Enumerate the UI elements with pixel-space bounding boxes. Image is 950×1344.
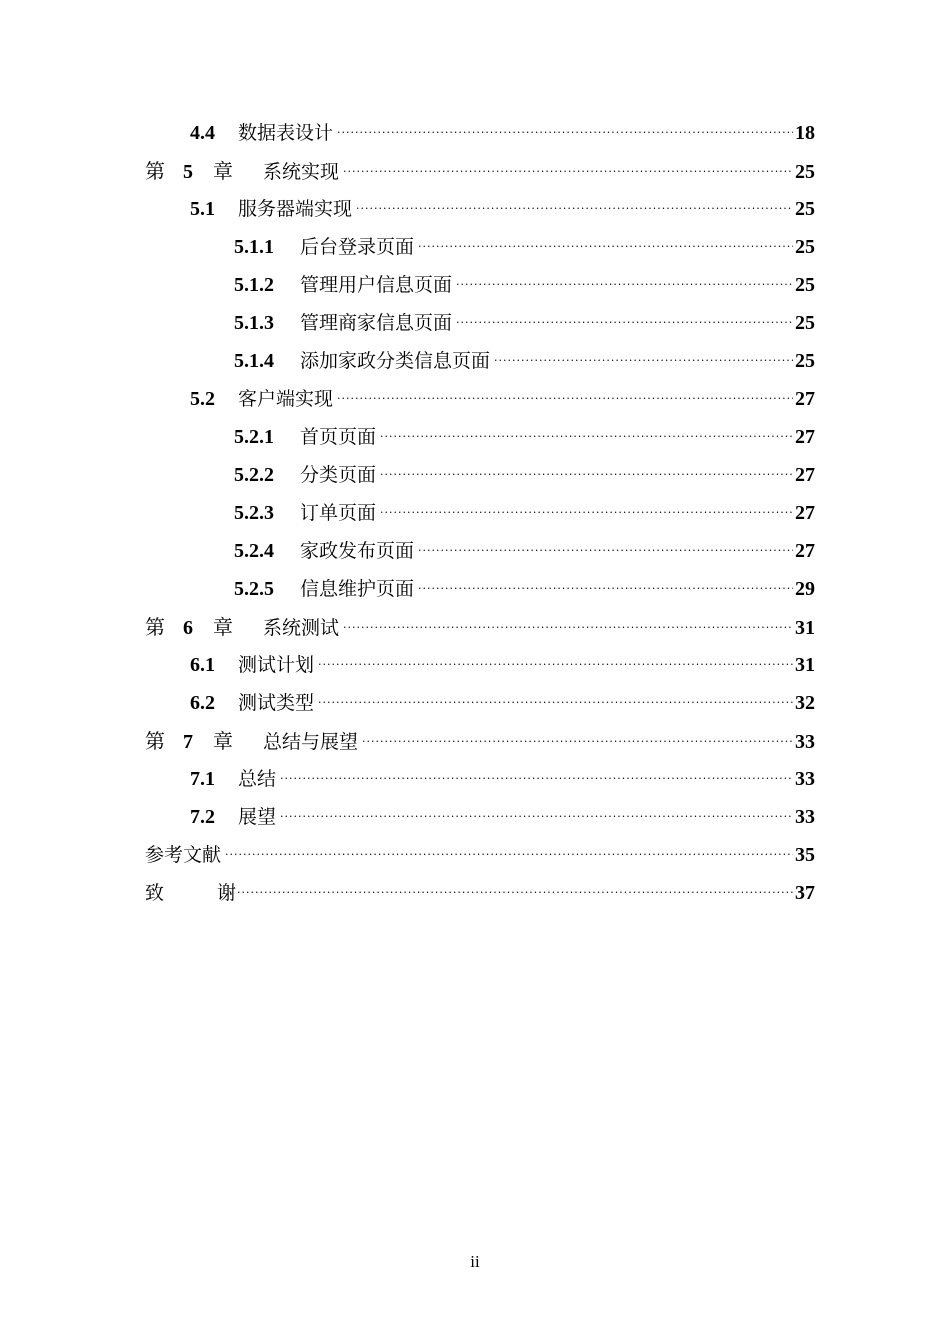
toc-entry-page: 27 [795,426,815,448]
toc-entry-title: 数据表设计 [238,122,334,144]
toc-entry-number: 5.2.3 [234,502,274,524]
toc-entry-page: 18 [795,122,815,144]
toc-entry-page: 31 [795,654,815,676]
toc-leader-dots [456,304,793,342]
toc-leader-dots [418,532,793,570]
toc-entry-number: 6.1 [190,654,215,676]
toc-entry-page: 25 [795,236,815,258]
toc-entry-page: 27 [795,464,815,486]
toc-entry-number: 5.1.4 [234,350,274,372]
toc-entry-references[interactable] [145,836,815,874]
toc-entry-title: 分类页面 [300,464,377,486]
toc-leader-dots [494,342,793,380]
toc-entry-5-2-1[interactable] [145,418,815,456]
toc-entry-page: 27 [795,502,815,524]
toc-entry-title: 首页页面 [300,426,377,448]
toc-entry-number: 5.1.1 [234,236,274,258]
toc-entry-4-4[interactable] [145,114,815,152]
toc-entry-5-1-3[interactable] [145,304,815,342]
toc-entry-page: 27 [795,388,815,410]
chapter-suffix: 章 [213,615,233,639]
toc-chapter-label [145,152,263,191]
toc-entry-title: 管理用户信息页面 [300,274,453,296]
toc-leader-dots [318,646,793,684]
title-first-char: 致 [145,882,165,904]
title-second-char: 谢 [217,882,237,904]
toc-entry-6-2[interactable] [145,684,815,722]
toc-entry-number: 6.2 [190,692,215,714]
toc-entry-page: 25 [795,198,815,220]
toc-entry-page: 37 [795,882,815,904]
toc-leader-dots [343,153,793,191]
toc-entry-title: 后台登录页面 [300,236,415,258]
toc-entry-title [145,874,237,912]
toc-entry-number: 5.2 [190,388,215,410]
toc-leader-dots [225,836,793,874]
toc-entry-page: 33 [795,731,815,753]
toc-chapter-7[interactable] [145,722,815,760]
toc-entry-5-1-4[interactable] [145,342,815,380]
chapter-word: 第 [145,615,165,639]
toc-leader-dots [318,684,793,722]
toc-leader-dots [380,456,793,494]
toc-entry-7-2[interactable] [145,798,815,836]
table-of-contents [145,114,815,912]
toc-leader-dots [356,190,793,228]
toc-entry-title: 系统实现 [263,161,340,183]
page-number: ii [470,1252,480,1271]
toc-entry-page: 25 [795,350,815,372]
toc-leader-dots [337,380,793,418]
toc-leader-dots [343,609,793,647]
toc-entry-page: 27 [795,540,815,562]
chapter-number: 5 [183,161,193,183]
toc-leader-dots [280,760,793,798]
toc-entry-number: 4.4 [190,122,215,144]
chapter-suffix: 章 [213,159,233,183]
toc-leader-dots [362,723,793,761]
toc-entry-number: 5.2.1 [234,426,274,448]
toc-entry-5-2-5[interactable] [145,570,815,608]
chapter-word: 第 [145,729,165,753]
toc-entry-title: 系统测试 [263,617,340,639]
toc-entry-page: 35 [795,844,815,866]
toc-entry-title: 家政发布页面 [300,540,415,562]
toc-entry-title: 信息维护页面 [300,578,415,600]
toc-leader-dots [380,494,793,532]
toc-leader-dots [418,228,793,266]
toc-entry-number: 5.1.2 [234,274,274,296]
toc-entry-7-1[interactable] [145,760,815,798]
toc-entry-acknowledgements[interactable] [145,874,815,912]
toc-entry-title: 总结 [238,768,277,790]
toc-entry-5-2-4[interactable] [145,532,815,570]
toc-entry-5-1-2[interactable] [145,266,815,304]
toc-entry-title: 展望 [238,806,277,828]
toc-entry-title: 参考文献 [145,844,222,866]
toc-entry-5-2-3[interactable] [145,494,815,532]
toc-entry-number: 7.2 [190,806,215,828]
toc-entry-5-2[interactable] [145,380,815,418]
toc-entry-5-1[interactable] [145,190,815,228]
toc-entry-number: 5.2.5 [234,578,274,600]
toc-chapter-label [145,722,263,761]
toc-entry-page: 29 [795,578,815,600]
toc-entry-title: 客户端实现 [238,388,334,410]
toc-entry-6-1[interactable] [145,646,815,684]
toc-entry-page: 33 [795,806,815,828]
toc-chapter-5[interactable] [145,152,815,190]
toc-entry-number: 5.1 [190,198,215,220]
toc-leader-dots [380,418,793,456]
chapter-suffix: 章 [213,729,233,753]
toc-entry-title: 测试计划 [238,654,315,676]
toc-entry-page: 32 [795,692,815,714]
toc-leader-dots [337,114,793,152]
toc-entry-title: 订单页面 [300,502,377,524]
chapter-number: 6 [183,617,193,639]
toc-entry-page: 25 [795,312,815,334]
toc-entry-page: 31 [795,617,815,639]
toc-leader-dots [280,798,793,836]
chapter-number: 7 [183,731,193,753]
toc-entry-page: 25 [795,274,815,296]
toc-entry-title: 测试类型 [238,692,315,714]
toc-entry-title: 管理商家信息页面 [300,312,453,334]
toc-entry-page: 25 [795,161,815,183]
toc-leader-dots [456,266,793,304]
chapter-word: 第 [145,159,165,183]
toc-entry-5-2-2[interactable] [145,456,815,494]
toc-chapter-label [145,608,263,647]
toc-entry-title: 服务器端实现 [238,198,353,220]
toc-entry-title: 添加家政分类信息页面 [300,350,491,372]
toc-entry-page: 33 [795,768,815,790]
toc-chapter-6[interactable] [145,608,815,646]
toc-entry-5-1-1[interactable] [145,228,815,266]
toc-entry-number: 5.2.4 [234,540,274,562]
toc-entry-title: 总结与展望 [263,731,359,753]
toc-entry-number: 5.1.3 [234,312,274,334]
toc-entry-number: 5.2.2 [234,464,274,486]
toc-leader-dots [237,874,793,912]
toc-entry-number: 7.1 [190,768,215,790]
toc-leader-dots [418,570,793,608]
